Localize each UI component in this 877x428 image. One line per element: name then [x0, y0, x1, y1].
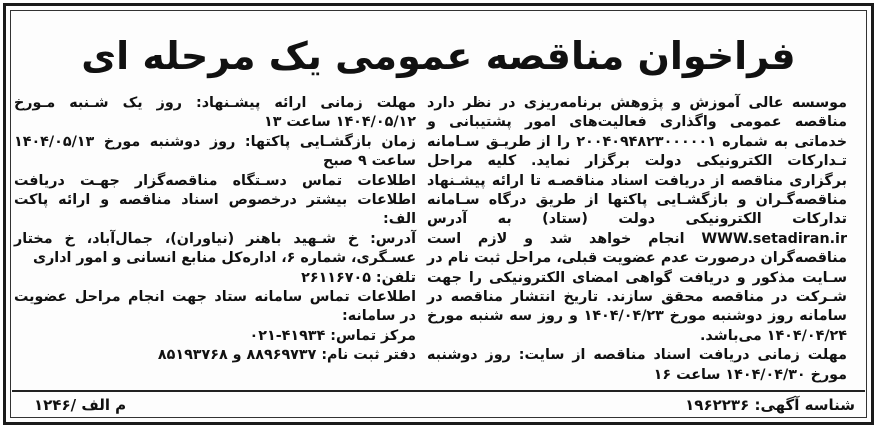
setad-call-center: مرکز تماس: ۴۱۹۳۴-۰۲۱	[249, 327, 416, 344]
setad-contact-heading: اطلاعات تماس سامانه ستاد جهت انجام مراحل عضویت در سامانه:	[14, 289, 416, 325]
notice-frame	[3, 3, 874, 425]
notice-left-column	[14, 94, 416, 366]
document-deadline: مهلت زمانی دریافت اسناد مناقصه از سایت: روز دوشنبه مورخ ۱۴۰۴/۰۴/۳۰ ساعت ۱۶	[427, 347, 847, 383]
contact-address: آدرس: خ شـهید باهنر (نیاوران)، جمال‌آباد، خ مختار عسـگری، شماره ۶، اداره‌کل منابع انسانی و امور اداری	[14, 230, 416, 267]
contact-phone: تلفن: ۲۶۱۱۶۷۰۵	[301, 269, 416, 286]
ad-code: م الف /۱۲۴۶	[34, 396, 127, 414]
setad-registration-office: دفتر ثبت نام: ۸۸۹۶۹۷۳۷ و ۸۵۱۹۳۷۶۸	[157, 347, 416, 364]
notice-title: فراخوان مناقصه عمومی یک مرحله ای	[81, 34, 796, 78]
ad-id: شناسه آگهی: ۱۹۶۲۲۳۶	[685, 396, 855, 414]
opening-time: زمان بازگشـایی پاکتها: روز دوشنبه مورخ ۱۴۰۴/۰۵/۱۳ ساعت ۹ صبح	[14, 133, 416, 170]
contact-heading: اطلاعات تماس دسـتگاه مناقصه‌گزار جهـت دریافت اطلاعات بیشتر درخصوص اسناد مناقصه و ارائه پاکت الف:	[14, 172, 416, 228]
notice-right-column	[427, 94, 847, 385]
notice-footer	[12, 390, 865, 416]
proposal-deadline: مهلت زمانی ارائه پیشـنهاد: روز یک شـنبه مـورخ ۱۴۰۴/۰۵/۱۲ ساعت ۱۳	[14, 95, 416, 131]
notice-body-paragraph: موسسه عالی آموزش و پژوهش برنامه‌ریزی در نظر دارد مناقصه عمومی واگذاری فعالیت‌های امور پشتیبانی و خدماتی به شماره ۲۰۰۴۰۹۴۸۲۳۰۰۰۰۰۱ را از طریـق سـامانه تـدارکات الکترونیکی دولت برگزار نماید. کلیه مراحل برگزاری مناقصه از دریافت اسناد مناقصـه تا ارائه پیشـنهاد مناقصه‌گـران و بازگشـایی پاکتها از طریق درگاه سـامانه تدارکات الکترونیکی دولت (ستاد) به آدرس WWW.setadiran.ir انجام خواهد شد و لازم است مناقصه‌گران درصورت عدم عضویت قبلی، مراحل ثبت نام در سـایت مذکور و دریافت گواهی امضای الکترونیکی را جهت شـرکت در مناقصه محقق سازند. تاریخ انتشار مناقصه در سامانه روز دوشنبه مورخ ۱۴۰۴/۰۴/۲۳ و روز سه شنبه مورخ ۱۴۰۴/۰۴/۲۴ می‌باشد.	[427, 95, 847, 344]
